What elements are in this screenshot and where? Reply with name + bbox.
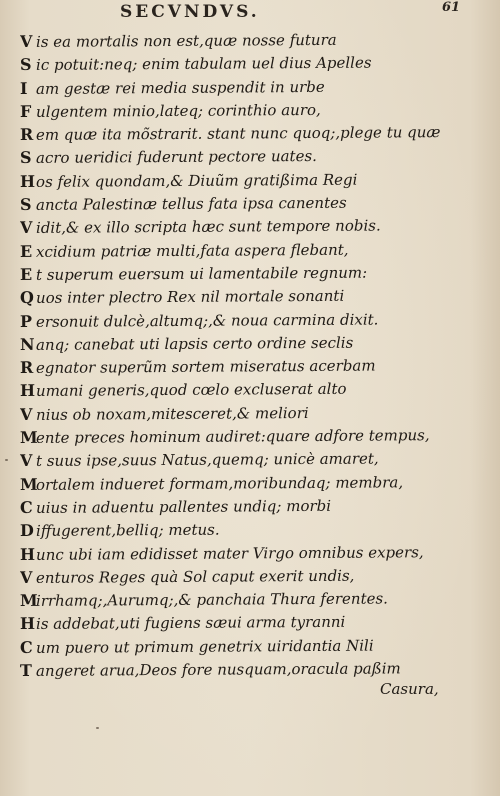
verse-initial: P	[19, 311, 33, 331]
page-number: 61	[442, 0, 461, 15]
verse-initial: V	[19, 404, 33, 424]
verse-line	[20, 97, 490, 124]
verse-text: is ea mortalis non est,quæ nosse futura	[35, 30, 337, 51]
verse-initial: H	[19, 544, 36, 564]
verse-text: um puero ut primum genetrix uiridantia Nili	[35, 636, 374, 657]
verse-text: unc ubi iam edidisset mater Virgo omnibus expers,	[35, 542, 424, 564]
verse-initial: M	[19, 427, 38, 448]
verse-text: ortalem indueret formam,moribundaq; membra,	[35, 472, 404, 494]
verse-text: os felix quondam,& Diuũm gratißima Regi	[35, 170, 358, 191]
verse-line	[20, 236, 490, 263]
verse-initial: S	[19, 55, 32, 75]
verse-initial: S	[19, 148, 32, 168]
verse-line	[20, 167, 490, 194]
verse-text: xcidium patriæ multi,fata aspera flebant,	[35, 240, 349, 261]
verse-text: iffugerent,belliq; metus.	[35, 520, 220, 541]
verse-text: nius ob noxam,mitesceret,& meliori	[35, 403, 309, 424]
verse-initial: I	[19, 78, 28, 98]
verse-text: uos inter plectro Rex nil mortale sonanti	[35, 287, 345, 308]
verse-text: t superum euersum ui lamentabile regnum:	[35, 263, 368, 284]
verse-initial: M	[19, 474, 38, 494]
verse-text: am gestæ rei media suspendit in urbe	[35, 77, 325, 98]
verse-line	[20, 469, 490, 496]
verse-initial: V	[19, 567, 33, 587]
verse-line	[20, 330, 490, 357]
verse-text: uius in aduentu pallentes undiq; morbi	[35, 496, 332, 517]
verse-text: ulgentem minio,lateq; corinthio auro,	[35, 100, 321, 121]
verse-line	[20, 73, 490, 100]
verse-text: t suus ipse,suus Natus,quemq; unicè amaret,	[35, 449, 379, 471]
verse-line	[20, 563, 490, 590]
verse-initial: N	[19, 334, 35, 354]
running-head: SECVNDVS.	[120, 2, 260, 22]
verse-text: is addebat,uti fugiens sæui arma tyranni	[35, 613, 346, 634]
verse-initial: E	[19, 264, 33, 284]
verse-text: angeret arua,Deos fore nusquam,oracula paßim	[35, 659, 401, 680]
verse-initial: H	[19, 171, 36, 191]
catchword: Casura,	[380, 680, 439, 698]
verse-initial: T	[19, 660, 32, 681]
verse-initial: R	[19, 358, 34, 378]
verse-line	[20, 213, 490, 240]
verse-text: egnator superũm sortem miseratus acerbam	[35, 356, 376, 378]
verse-text: em quæ ita mõstrarit. stant nunc quoq;,plege tu quæ	[35, 123, 441, 145]
verse-initial: V	[19, 451, 33, 471]
verse-text: irrhamq;,Aurumq;,& panchaia Thura ferentes.	[35, 589, 388, 611]
verse-line	[20, 143, 490, 170]
verse-initial: H	[19, 614, 36, 634]
verse-text: acro ueridici fuderunt pectore uates.	[35, 147, 317, 168]
verse-line	[20, 283, 490, 310]
verse-initial: S	[19, 194, 32, 215]
verse-initial: Q	[19, 288, 35, 308]
verse-initial: R	[19, 125, 34, 145]
verse-line	[20, 50, 490, 77]
verse-initial: E	[19, 241, 33, 261]
verse-text: enturos Reges quà Sol caput exerit undis,	[35, 566, 355, 587]
verse-text: ersonuit dulcè,altumq;,& noua carmina dixit.	[35, 310, 379, 331]
verse-text: ente preces hominum audiret:quare adfore tempus,	[35, 426, 430, 447]
verse-line	[20, 446, 490, 473]
verse-text: idit,& ex illo scripta hæc sunt tempore nobis.	[35, 216, 381, 238]
verse-list	[20, 30, 490, 682]
verse-initial: V	[19, 218, 33, 238]
verse-line	[20, 539, 490, 566]
verse-initial: H	[19, 381, 36, 401]
verse-initial: M	[19, 591, 38, 611]
verse-initial: D	[19, 521, 34, 541]
verse-initial: V	[19, 31, 33, 51]
verse-line	[20, 376, 490, 403]
verse-text: ancta Palestinæ tellus fata ipsa canentes	[35, 193, 347, 214]
verse-text: ic potuit:neq; enim tabulam uel dius Apelles	[35, 53, 372, 75]
verse-initial: C	[19, 637, 33, 657]
verse-line	[20, 632, 490, 659]
verse-line	[20, 609, 490, 636]
verse-initial: F	[19, 101, 32, 121]
verse-line	[20, 306, 490, 333]
verse-text: umani generis,quod cœlo excluserat alto	[35, 380, 347, 401]
verse-text: anq; canebat uti lapsis certo ordine seclis	[35, 333, 354, 354]
verse-line	[20, 399, 490, 426]
verse-line	[20, 656, 490, 683]
verse-initial: C	[19, 497, 33, 517]
verse-line	[20, 516, 490, 543]
ink-speck	[5, 459, 8, 461]
ink-speck	[96, 727, 99, 729]
